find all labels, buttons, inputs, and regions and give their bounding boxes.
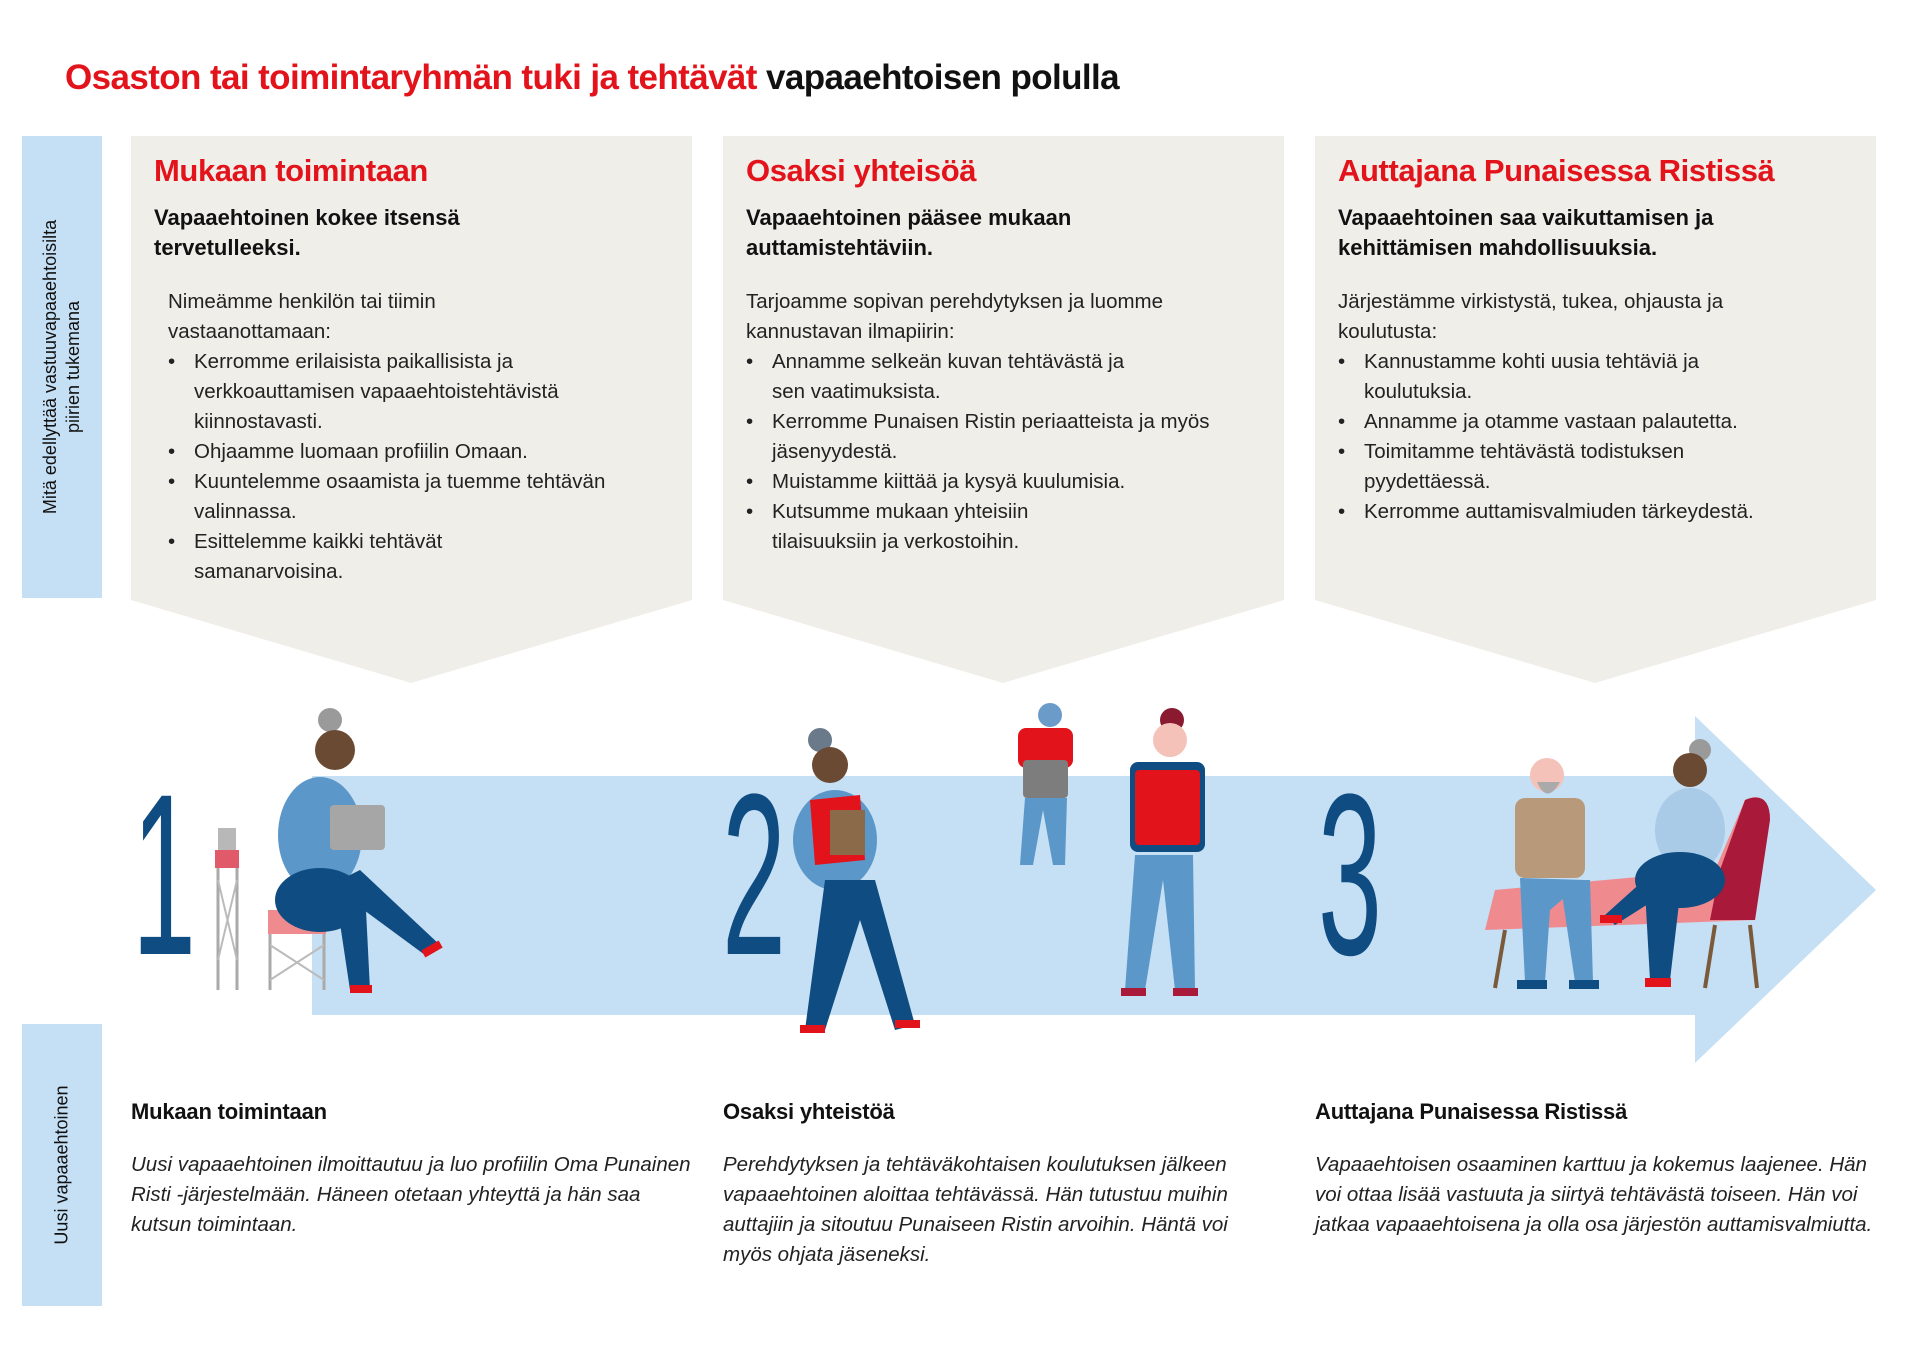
card-intro: Nimeämme henkilön tai tiimin vastaanottamaan: [168, 290, 436, 343]
card-intro: Järjestämme virkistystä, tukea, ohjausta ja koulutusta: [1338, 290, 1724, 343]
card-bullet: • Toimitamme tehtävästä todistuksen pyydettäessä. [1364, 437, 1744, 497]
card-heading: Osaksi yhteisöä [746, 153, 977, 188]
card-bullet: • Ohjaamme luomaan profiilin Omaan. [194, 437, 664, 467]
card-heading: Mukaan toimintaan [154, 153, 428, 188]
card-bullet-list [1338, 347, 1864, 527]
step-2 [723, 1098, 1293, 1270]
side-label-support-line1: Mitä edellyttää vastuuvapaaehtoisilta [40, 219, 60, 515]
step-3 [1315, 1098, 1885, 1240]
step-number-2: 2 [722, 746, 786, 1003]
step-heading: Osaksi yhteistöä [723, 1099, 895, 1124]
card-bullet: • Annamme selkeän kuvan tehtävästä ja sen vaatimuksista. [772, 347, 1162, 407]
card-lead: Vapaaehtoinen saa vaikuttamisen ja kehittämisen mahdollisuuksia. [1338, 205, 1714, 260]
step-1 [131, 1098, 701, 1240]
card-bullet-list [746, 347, 1262, 557]
step-number-3: 3 [1318, 746, 1382, 1003]
step-description: Perehdytyksen ja tehtäväkohtaisen koulutuksen jälkeen vapaaehtoinen aloittaa tehtävässä. Hän tutustuu muihin auttajiin ja sitoutuu Punaiseen Ristin arvoihin. Häntä voi myös ohjata jäseneksi. [723, 1153, 1228, 1266]
title-black-part: vapaaehtoisen polulla [765, 58, 1120, 97]
card-bullet: • Muistamme kiittää ja kysyä kuulumisia. [772, 467, 1262, 497]
card-bullet: • Esittelemme kaikki tehtävät samanarvoisina. [194, 527, 524, 587]
step-heading: Auttajana Punaisessa Ristissä [1315, 1099, 1628, 1124]
side-label-new-volunteer-text: Uusi vapaaehtoinen [51, 1085, 72, 1245]
card-bullet: • Kuuntelemme osaamista ja tuemme tehtävän valinnassa. [194, 467, 614, 527]
card-bullet-list [168, 347, 664, 587]
card-auttajana-punaisessa-ristissa [1315, 136, 1877, 684]
card-osaksi-yhteisoa [723, 136, 1285, 684]
card-lead: Vapaaehtoinen kokee itsensä tervetulleeksi. [154, 205, 460, 260]
illustration-two-people-on-sofa [1465, 720, 1815, 1000]
card-intro: Tarjoamme sopivan perehdytyksen ja luomme kannustavan ilmapiirin: [746, 290, 1164, 343]
step-heading: Mukaan toimintaan [131, 1099, 327, 1124]
card-bullet: • Kutsumme mukaan yhteisiin tilaisuuksiin ja verkostoihin. [772, 497, 1092, 557]
card-bullet: • Kerromme erilaisista paikallisista ja verkkoauttamisen vapaaehtoistehtävistä kiinnostavasti. [194, 347, 664, 437]
side-label-support-line2: piirien tukemana [63, 300, 83, 434]
title-red-part: Osaston tai toimintaryhmän tuki ja tehtävät [65, 58, 757, 97]
card-mukaan-toimintaan [131, 136, 693, 684]
card-heading: Auttajana Punaisessa Ristissä [1338, 153, 1775, 188]
step-number-1: 1 [132, 746, 196, 1003]
step-description: Vapaaehtoisen osaaminen karttuu ja kokemus laajenee. Hän voi ottaa lisää vastuuta ja siirtyä tehtävästä toiseen. Hän voi jatkaa vapaaehtoisena ja olla osa järjestön auttamisvalmiutta. [1315, 1153, 1873, 1236]
card-bullet: • Kerromme auttamisvalmiuden tärkeydestä. [1364, 497, 1864, 527]
card-lead: Vapaaehtoinen pääsee mukaan auttamistehtäviin. [746, 205, 1072, 260]
step-description: Uusi vapaaehtoinen ilmoittautuu ja luo profiilin Oma Punainen Risti -järjestelmään. Häneen otetaan yhteyttä ja hän saa kutsun toimintaan. [131, 1153, 691, 1236]
illustration-volunteers [785, 700, 1225, 1050]
illustration-woman-with-laptop [210, 700, 480, 1000]
card-bullet: • Kerromme Punaisen Ristin periaatteista ja myös jäsenyydestä. [772, 407, 1262, 467]
card-bullet: • Annamme ja otamme vastaan palautetta. [1364, 407, 1864, 437]
card-bullet: • Kannustamme kohti uusia tehtäviä ja koulutuksia. [1364, 347, 1734, 407]
